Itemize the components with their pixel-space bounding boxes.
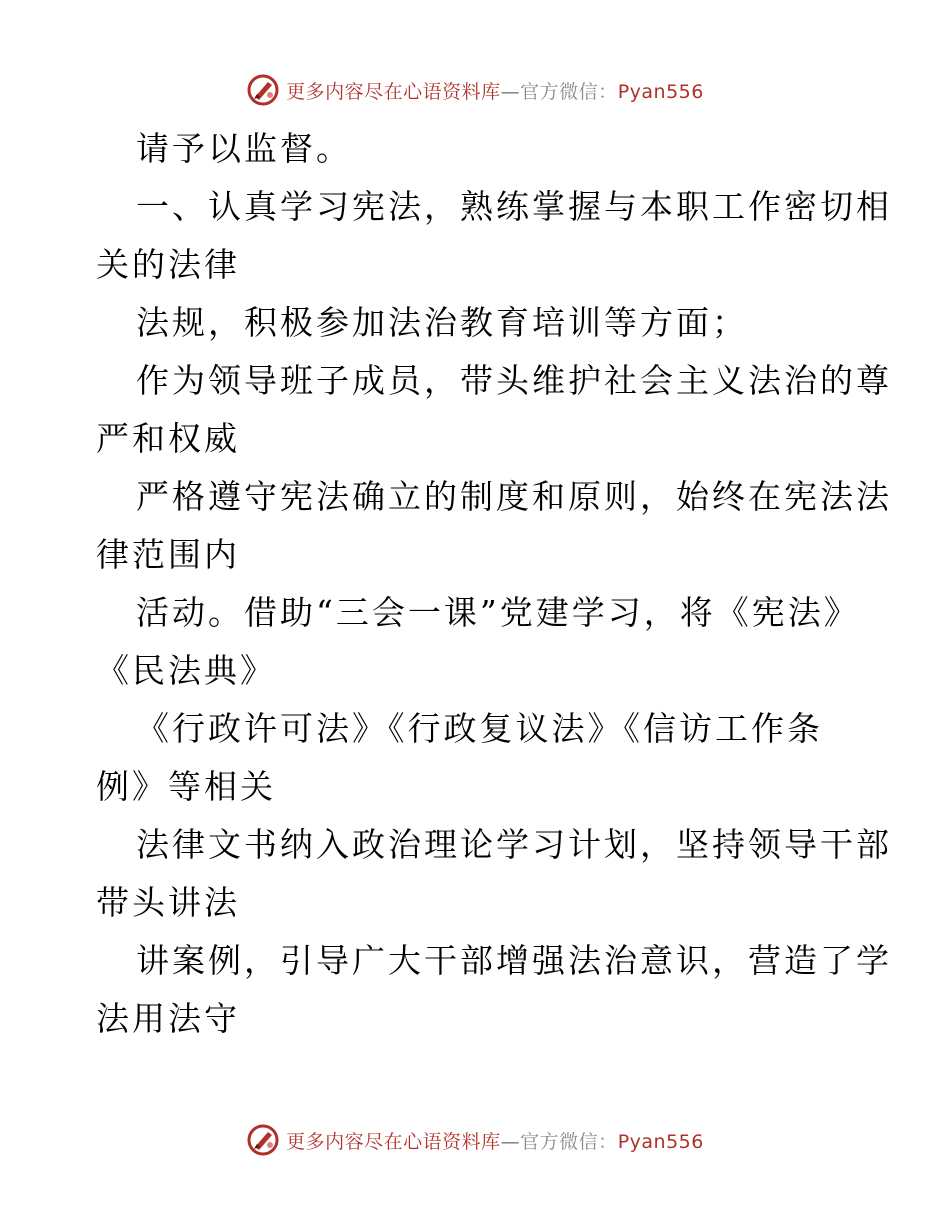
text-line: 法规，积极参加法治教育培训等方面； bbox=[136, 303, 748, 342]
document-body bbox=[96, 120, 892, 1048]
text-line: 带头讲法 bbox=[96, 883, 240, 922]
text-line: 讲案例，引导广大干部增强法治意识，营造了学 bbox=[136, 941, 892, 980]
text-line: 律范围内 bbox=[96, 535, 240, 574]
header-dash: — bbox=[500, 80, 521, 103]
text-line: 活动。借助“三会一课”党建学习，将《宪法》 bbox=[136, 593, 860, 632]
text-line: 一、认真学习宪法，熟练掌握与本职工作密切相 bbox=[136, 187, 892, 226]
text-line: 作为领导班子成员，带头维护社会主义法治的尊 bbox=[136, 361, 892, 400]
text-line: 严格遵守宪法确立的制度和原则，始终在宪法法 bbox=[136, 477, 892, 516]
text-line: 例》等相关 bbox=[96, 767, 276, 806]
header-banner-text bbox=[286, 77, 704, 104]
header-wechat-id: Pyan556 bbox=[617, 80, 704, 103]
text-line: 《民法典》 bbox=[96, 651, 276, 690]
hand-pen-logo-icon bbox=[246, 73, 280, 107]
header-banner bbox=[0, 70, 950, 110]
text-line: 严和权威 bbox=[96, 419, 240, 458]
footer-wechat-id: Pyan556 bbox=[617, 1130, 704, 1153]
text-line: 关的法律 bbox=[96, 245, 240, 284]
text-line: 法用法守 bbox=[96, 999, 240, 1038]
text-line: 法律文书纳入政治理论学习计划，坚持领导干部 bbox=[136, 825, 892, 864]
footer-banner-text bbox=[286, 1127, 704, 1154]
text-line: 请予以监督。 bbox=[136, 129, 352, 168]
header-wechat-label: 官方微信： bbox=[520, 80, 618, 103]
footer-banner bbox=[0, 1120, 950, 1160]
footer-wechat-label: 官方微信： bbox=[520, 1130, 618, 1153]
footer-dash: — bbox=[500, 1130, 521, 1153]
text-line: 《行政许可法》《行政复议法》《信访工作条 bbox=[136, 709, 823, 748]
footer-site-text: 更多内容尽在心语资料库 bbox=[286, 1130, 501, 1153]
hand-pen-logo-icon bbox=[246, 1123, 280, 1157]
header-site-text: 更多内容尽在心语资料库 bbox=[286, 80, 501, 103]
